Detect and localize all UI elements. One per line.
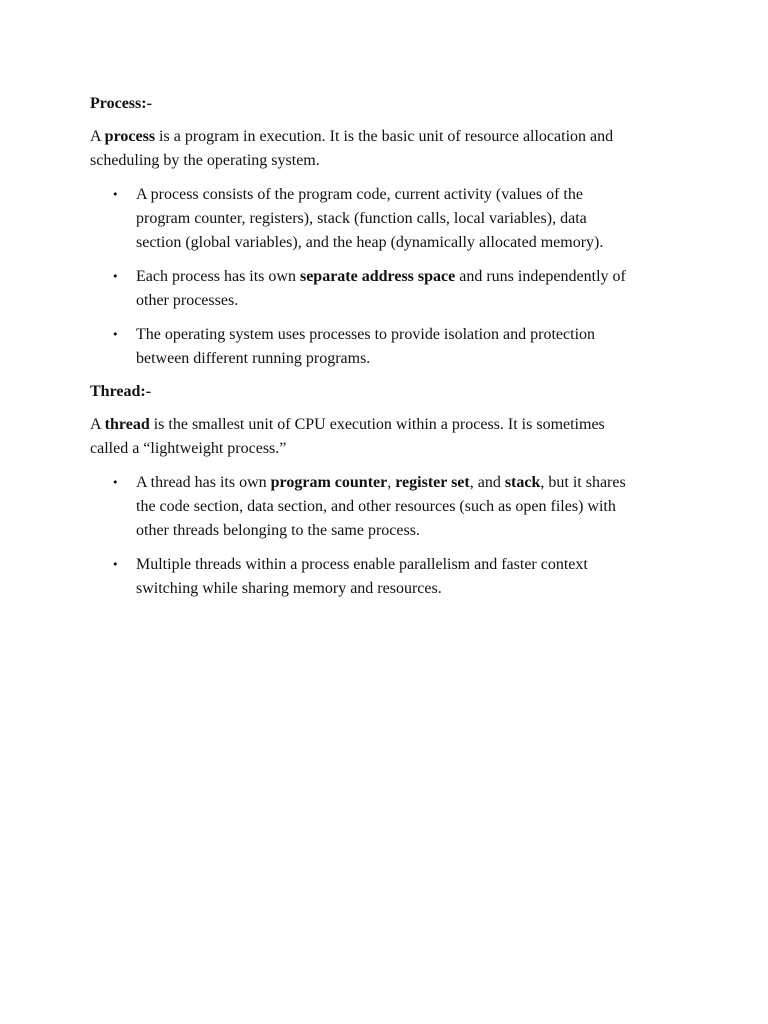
bullet-text-line: the code section, data section, and other resources (such as open files) with [136,498,616,515]
process-intro-line1: is a program in execution. It is the basic unit of resource allocation and [155,128,614,145]
process-bullet-list [90,183,690,371]
thread-intro [90,413,690,461]
thread-intro-line2: called a “lightweight process.” [90,440,287,457]
bullet-icon: • [112,270,119,283]
process-intro-line2: scheduling by the operating system. [90,152,320,169]
bullet-text-line: Multiple threads within a process enable parallelism and faster context [136,556,588,573]
process-term: process [104,128,156,145]
bullet-bold-term: stack [504,474,541,491]
bullet-text-line: A process consists of the program code, current activity (values of the [136,186,583,203]
document-page [90,93,690,611]
list-item [90,553,690,601]
bullet-icon: • [112,476,119,489]
bullet-text: , [387,474,396,491]
list-item [90,323,690,371]
bullet-text-line: The operating system uses processes to provide isolation and protection [136,326,596,343]
bullet-text: and runs independently of [455,268,626,285]
thread-term: thread [104,416,150,433]
thread-heading: Thread:- [90,383,152,400]
bullet-icon: • [112,188,119,201]
list-item [90,183,690,255]
bullet-text: , but it shares [540,474,626,491]
bullet-icon: • [112,328,119,341]
bullet-text: A thread has its own [136,474,271,491]
thread-bullet-list [90,471,690,601]
list-item [90,471,690,543]
bullet-bold-term: register set [395,474,470,491]
bullet-text-line: section (global variables), and the heap (dynamically allocated memory). [136,234,604,251]
bullet-text-line: program counter, registers), stack (function calls, local variables), data [136,210,587,227]
thread-intro-prefix: A [90,416,105,433]
bullet-text-line: switching while sharing memory and resources. [136,580,442,597]
bullet-text: Each process has its own [136,268,300,285]
bullet-text-line: other threads belonging to the same process. [136,522,420,539]
bullet-text-line: other processes. [136,292,239,309]
thread-intro-line1: is the smallest unit of CPU execution within a process. It is sometimes [149,416,605,433]
bullet-bold-term: separate address space [299,268,456,285]
bullet-bold-term: program counter [270,474,388,491]
process-heading: Process:- [90,95,152,112]
process-intro [90,125,690,173]
list-item [90,265,690,313]
bullet-text-line: between different running programs. [136,350,371,367]
bullet-text: , and [469,474,505,491]
process-intro-prefix: A [90,128,105,145]
bullet-icon: • [112,558,119,571]
